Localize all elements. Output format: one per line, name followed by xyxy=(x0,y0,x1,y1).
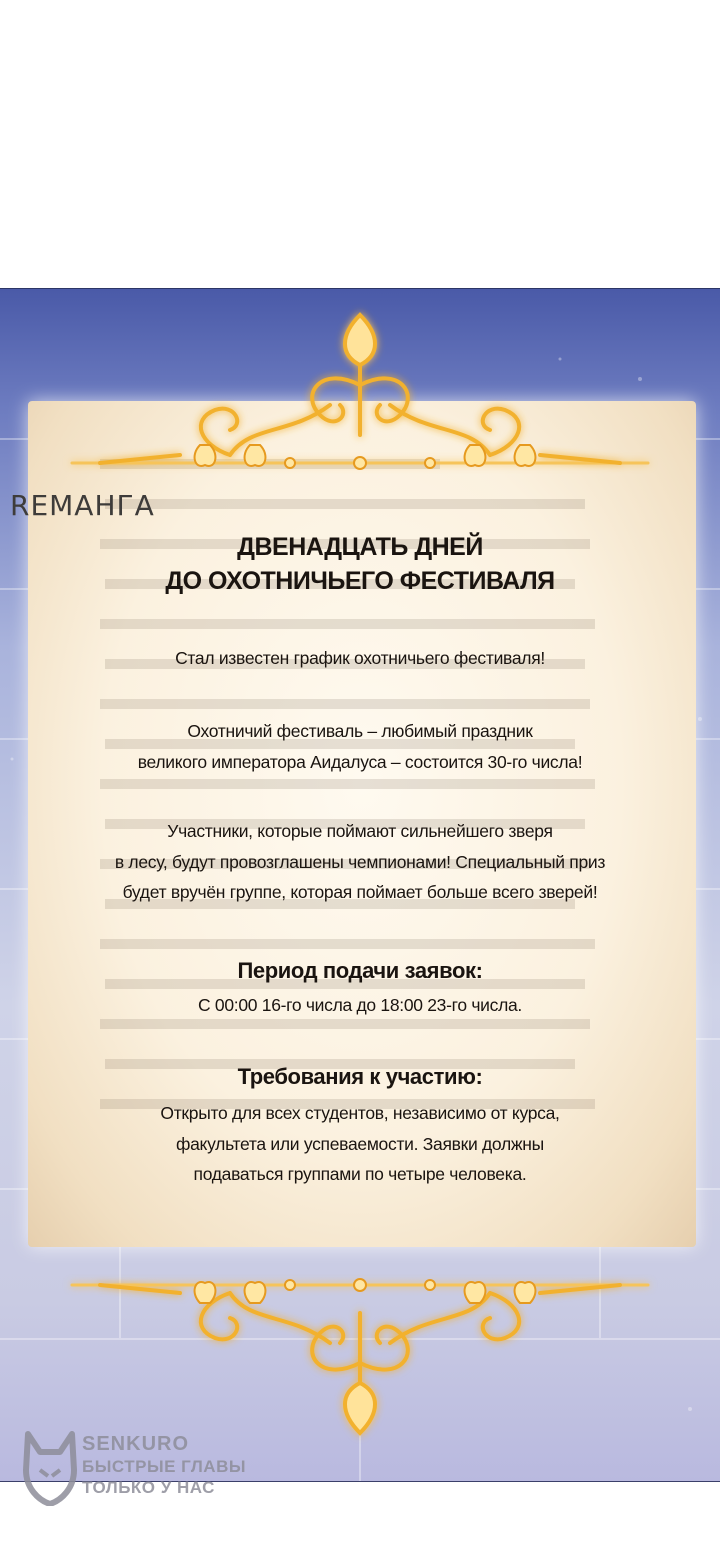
requirements-line-3: подаваться группами по четыре человека. xyxy=(193,1164,527,1184)
notice-title xyxy=(120,530,600,598)
remanga-watermark: REМАНГА xyxy=(10,489,155,522)
senkuro-fox-icon xyxy=(20,1430,80,1506)
application-period-heading: Период подачи заявок: xyxy=(237,958,483,983)
senkuro-tagline-1: БЫСТРЫЕ ГЛАВЫ xyxy=(82,1457,246,1476)
announcement-text: Стал известен график охотничьего фестиваля! xyxy=(175,648,545,668)
title-line-1: ДВЕНАДЦАТЬ ДНЕЙ xyxy=(237,533,483,561)
festival-line-2: великого императора Аидалуса – состоится 30-го числа! xyxy=(137,751,583,772)
title-line-2: ДО ОХОТНИЧЬЕГО ФЕСТИВАЛЯ xyxy=(165,567,555,595)
requirements-line-1: Открыто для всех студентов, независимо от курса, xyxy=(160,1103,560,1123)
festival-line-1: Охотничий фестиваль – любимый праздник xyxy=(187,721,533,741)
senkuro-brand: SENKURO xyxy=(82,1433,190,1455)
participants-line-2: в лесу, будут провозглашены чемпионами! Специальный приз xyxy=(114,851,606,872)
senkuro-watermark xyxy=(20,1430,340,1510)
participants-line-3: будет вручён группе, которая поймает больше всего зверей! xyxy=(122,882,598,902)
participants-line-1: Участники, которые поймают сильнейшего зверя xyxy=(167,821,553,841)
requirements-heading: Требования к участию: xyxy=(237,1064,483,1089)
senkuro-tagline-2: ТОЛЬКО У НАС xyxy=(82,1478,215,1497)
participants-paragraph xyxy=(80,816,640,908)
requirements-line-2: факультета или успеваемости. Заявки должны xyxy=(176,1133,544,1154)
application-period-text: С 00:00 16-го числа до 18:00 23-го числа. xyxy=(198,995,522,1015)
festival-paragraph xyxy=(80,716,640,777)
requirements-paragraph xyxy=(80,1098,640,1190)
